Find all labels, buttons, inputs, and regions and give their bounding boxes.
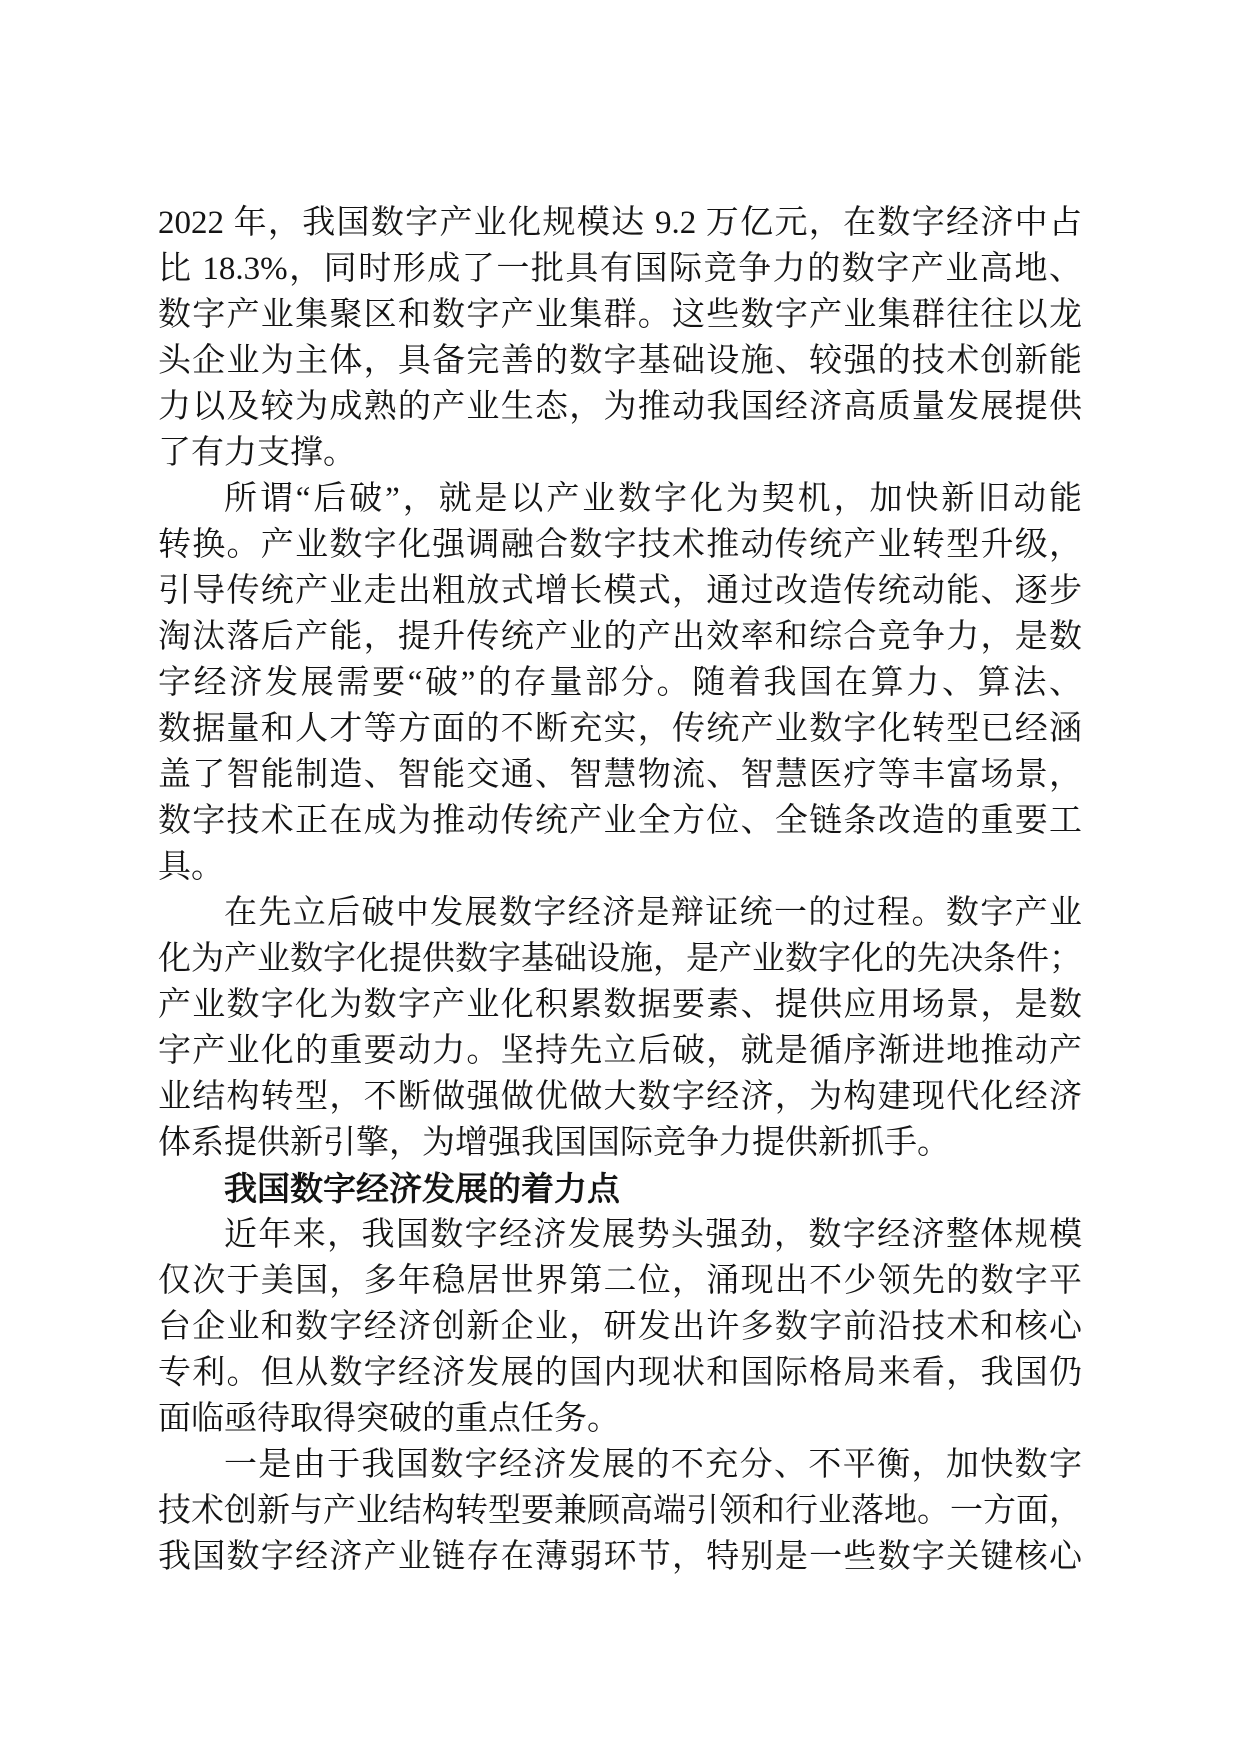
- paragraph: [158, 200, 1082, 476]
- text-line: 盖了智能制造、智能交通、智慧物流、智慧医疗等丰富场景，: [158, 757, 1082, 793]
- text-line: 专利。但从数字经济发展的国内现状和国际格局来看，我国仍: [158, 1355, 1082, 1391]
- text-line: 仅次于美国，多年稳居世界第二位，涌现出不少领先的数字平: [158, 1263, 1082, 1299]
- text-line: 化为产业数字化提供数字基础设施，是产业数字化的先决条件；: [158, 941, 1082, 977]
- text-line: 技术创新与产业结构转型要兼顾高端引领和行业落地。一方面，: [158, 1493, 1082, 1529]
- text-line: 我国数字经济产业链存在薄弱环节，特别是一些数字关键核心: [158, 1539, 1082, 1575]
- text-line: 数字技术正在成为推动传统产业全方位、全链条改造的重要工: [158, 803, 1082, 839]
- text-line: 一是由于我国数字经济发展的不充分、不平衡，加快数字: [224, 1447, 1082, 1483]
- text-line: 了有力支撑。: [158, 435, 356, 471]
- text-line: 台企业和数字经济创新企业，研发出许多数字前沿技术和核心: [158, 1309, 1082, 1345]
- text-line: 体系提供新引擎，为增强我国国际竞争力提供新抓手。: [158, 1125, 950, 1161]
- text-line: 头企业为主体，具备完善的数字基础设施、较强的技术创新能: [158, 343, 1082, 379]
- text-line: 数据量和人才等方面的不断充实，传统产业数字化转型已经涵: [158, 711, 1082, 747]
- text-line: 所谓“后破”，就是以产业数字化为契机，加快新旧动能: [224, 481, 1082, 517]
- text-line: 力以及较为成熟的产业生态，为推动我国经济高质量发展提供: [158, 389, 1082, 425]
- paragraph: [158, 890, 1082, 1166]
- text-line: 产业数字化为数字产业化积累数据要素、提供应用场景，是数: [158, 987, 1082, 1023]
- text-line: 在先立后破中发展数字经济是辩证统一的过程。数字产业: [224, 895, 1082, 931]
- text-line: 转换。产业数字化强调融合数字技术推动传统产业转型升级，: [158, 527, 1082, 563]
- text-line: 比 18.3%，同时形成了一批具有国际竞争力的数字产业高地、: [158, 251, 1082, 287]
- text-line: 面临亟待取得突破的重点任务。: [158, 1401, 620, 1437]
- section-heading: 我国数字经济发展的着力点: [224, 1170, 620, 1207]
- paragraph: [158, 1442, 1082, 1580]
- text-line: 业结构转型，不断做强做优做大数字经济，为构建现代化经济: [158, 1079, 1082, 1115]
- text-line: 引导传统产业走出粗放式增长模式，通过改造传统动能、逐步: [158, 573, 1082, 609]
- text-line: 字产业化的重要动力。坚持先立后破，就是循序渐进地推动产: [158, 1033, 1082, 1069]
- text-line: 具。: [158, 849, 224, 885]
- text-line: 近年来，我国数字经济发展势头强劲，数字经济整体规模: [224, 1217, 1082, 1253]
- paragraph: [158, 1212, 1082, 1442]
- text-line: 2022 年，我国数字产业化规模达 9.2 万亿元，在数字经济中占: [158, 205, 1082, 241]
- paragraph: [158, 476, 1082, 890]
- document-body: [158, 200, 1082, 1580]
- text-line: 字经济发展需要“破”的存量部分。随着我国在算力、算法、: [158, 665, 1082, 701]
- text-line: 淘汰落后产能，提升传统产业的产出效率和综合竞争力，是数: [158, 619, 1082, 655]
- text-line: 数字产业集聚区和数字产业集群。这些数字产业集群往往以龙: [158, 297, 1082, 333]
